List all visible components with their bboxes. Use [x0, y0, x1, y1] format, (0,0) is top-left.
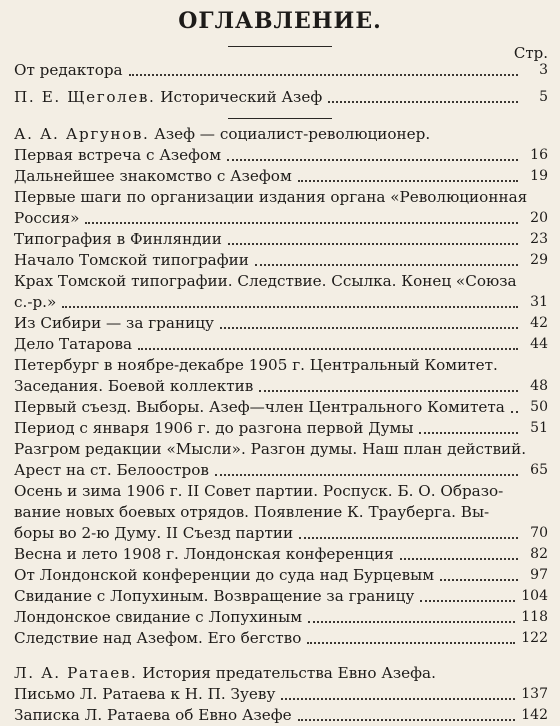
toc-entry-text: Период с января 1906 г. до разгона первой Думы [14, 419, 414, 437]
toc-entry-title [14, 355, 498, 376]
toc-entry[interactable] [14, 313, 548, 334]
toc-entry-title [14, 145, 221, 166]
dot-leader [220, 327, 518, 329]
toc-entry-text: Разгром редакции «Мысли». Разгон думы. Наш план действий. [14, 440, 527, 458]
toc-entry-text: Типография в Финляндии [14, 230, 222, 248]
toc-entry-page: 118 [521, 609, 548, 625]
dot-leader [511, 411, 518, 413]
toc-entry-page: 82 [530, 546, 548, 562]
toc-entry-title [14, 705, 292, 726]
toc-entry-title [14, 607, 302, 628]
toc-section [14, 60, 548, 81]
toc-entry-title [14, 250, 249, 271]
toc-entry-title [14, 376, 253, 397]
toc-entry-title [14, 313, 214, 334]
toc-entry-page: 48 [530, 378, 548, 394]
toc-entry[interactable] [14, 523, 548, 544]
dot-leader [328, 101, 518, 103]
toc-entry-title [14, 544, 394, 565]
toc-entry-text: Крах Томской типографии. Следствие. Ссылка. Конец «Союза [14, 272, 517, 290]
toc-entry-author: Л. А. Ратаев. [14, 664, 138, 682]
toc-entry-text: Начало Томской типографии [14, 251, 249, 269]
toc-entry[interactable] [14, 208, 548, 229]
toc-entry-text: Первые шаги по организации издания органа «Революционная [14, 188, 528, 206]
toc-entry-title [14, 439, 526, 460]
toc-entry-text: Азеф — социалист-революционер. [149, 125, 431, 143]
toc-entry-page: 104 [521, 588, 548, 604]
toc-entry-page: 29 [530, 252, 548, 268]
toc-entry-page: 50 [530, 399, 548, 415]
toc-entry-title [14, 684, 275, 705]
toc-entry[interactable] [14, 460, 548, 481]
dot-leader [281, 698, 515, 700]
toc-entry-title [14, 628, 301, 649]
dot-leader [420, 600, 515, 602]
toc-entry-page: 31 [530, 294, 548, 310]
table-of-contents [14, 60, 548, 726]
toc-entry-text: Заседания. Боевой коллектив [14, 377, 254, 395]
toc-section [14, 87, 548, 108]
page-title: ОГЛАВЛЕНИЕ. [178, 8, 382, 34]
toc-entry-page: 44 [530, 336, 548, 352]
toc-entry-text: Дело Татарова [14, 335, 133, 353]
toc-entry[interactable] [14, 397, 548, 418]
toc-entry-text: Арест на ст. Белоостров [14, 461, 209, 479]
dot-leader [298, 180, 518, 182]
toc-entry-text: Первая встреча с Азефом [14, 146, 222, 164]
toc-entry-title [14, 60, 123, 81]
toc-entry[interactable] [14, 334, 548, 355]
toc-entry[interactable] [14, 684, 548, 705]
toc-entry-page: 42 [530, 315, 548, 331]
toc-entry-title [14, 565, 434, 586]
toc-entry-page: 23 [530, 231, 548, 247]
toc-entry-page: 70 [530, 525, 548, 541]
toc-entry[interactable] [14, 586, 548, 607]
toc-entry-text: Лондонское свидание с Лопухиным [14, 608, 303, 626]
toc-entry-title [14, 166, 292, 187]
toc-entry-page: 20 [530, 210, 548, 226]
toc-section [14, 124, 548, 649]
toc-entry[interactable] [14, 439, 548, 460]
toc-entry-title [14, 229, 222, 250]
toc-entry[interactable] [14, 628, 548, 649]
toc-entry-text: боры во 2-ю Думу. II Съезд партии [14, 524, 294, 542]
toc-entry-text: Следствие над Азефом. Его бегство [14, 629, 302, 647]
toc-entry[interactable] [14, 87, 548, 108]
toc-entry-text: Петербург в ноябре-декабре 1905 г. Центральный Комитет. [14, 356, 498, 374]
toc-entry-title [14, 292, 56, 313]
page-column-label: Стр. [513, 44, 548, 62]
dot-leader [419, 432, 518, 434]
toc-entry-page: 97 [530, 567, 548, 583]
toc-entry-text: Свидание с Лопухиным. Возвращение за границу [14, 587, 415, 605]
dot-leader [215, 474, 518, 476]
toc-entry[interactable] [14, 565, 548, 586]
toc-entry[interactable] [14, 271, 548, 292]
toc-entry[interactable] [14, 418, 548, 439]
toc-entry-title [14, 271, 517, 292]
toc-entry-title [14, 418, 413, 439]
toc-entry[interactable] [14, 376, 548, 397]
toc-entry[interactable] [14, 292, 548, 313]
dot-leader [307, 642, 515, 644]
toc-entry-text: Дальнейшее знакомство с Азефом [14, 167, 292, 185]
dot-leader [85, 222, 518, 224]
toc-entry[interactable] [14, 229, 548, 250]
toc-entry[interactable] [14, 60, 548, 81]
dot-leader [298, 719, 516, 721]
toc-entry-text: Исторический Азеф [155, 88, 323, 106]
toc-entry-text: Записка Л. Ратаева об Евно Азефе [14, 706, 292, 724]
toc-entry-text: Весна и лето 1908 г. Лондонская конференция [14, 545, 394, 563]
toc-entry-text: Из Сибири — за границу [14, 314, 214, 332]
toc-entry-title [14, 481, 503, 502]
toc-entry-title [14, 397, 505, 418]
toc-entry-text: Россия» [14, 209, 80, 227]
toc-entry-text: История предательства Евно Азефа. [137, 664, 436, 682]
toc-entry-title [14, 208, 79, 229]
dot-leader [400, 558, 518, 560]
toc-entry[interactable] [14, 502, 548, 523]
toc-entry[interactable] [14, 124, 548, 145]
dot-leader [259, 390, 518, 392]
toc-entry-text: Первый съезд. Выборы. Азеф—член Центрального Комитета [14, 398, 505, 416]
toc-entry-title [14, 460, 209, 481]
toc-entry-title [14, 663, 436, 684]
toc-entry-text: От редактора [14, 61, 123, 79]
dot-leader [227, 159, 518, 161]
dot-leader [138, 348, 518, 350]
dot-leader [228, 243, 518, 245]
dot-leader [62, 306, 518, 308]
dot-leader [299, 537, 518, 539]
toc-entry-page: 5 [539, 89, 548, 105]
toc-entry-text: Письмо Л. Ратаева к Н. П. Зуеву [14, 685, 276, 703]
toc-entry-title [14, 87, 322, 108]
toc-entry-title [14, 586, 414, 607]
toc-entry-page: 122 [521, 630, 548, 646]
toc-entry[interactable] [14, 607, 548, 628]
toc-entry[interactable] [14, 187, 548, 208]
toc-entry[interactable] [14, 481, 548, 502]
title-divider [228, 46, 332, 47]
toc-entry[interactable] [14, 705, 548, 726]
toc-entry-page: 19 [530, 168, 548, 184]
toc-entry-page: 65 [530, 462, 548, 478]
toc-entry-title [14, 523, 293, 544]
toc-entry-page: 3 [539, 62, 548, 78]
toc-entry-author: П. Е. Щеголев. [14, 88, 156, 106]
toc-entry-title [14, 502, 489, 523]
toc-section [14, 663, 548, 726]
dot-leader [440, 579, 518, 581]
toc-entry[interactable] [14, 355, 548, 376]
toc-entry-title [14, 334, 132, 355]
toc-entry[interactable] [14, 145, 548, 166]
toc-entry-text: с.-р.» [14, 293, 57, 311]
dot-leader [129, 74, 518, 76]
toc-entry[interactable] [14, 663, 548, 684]
toc-entry[interactable] [14, 166, 548, 187]
toc-entry-text: От Лондонской конференции до суда над Бурцевым [14, 566, 435, 584]
toc-entry-page: 16 [530, 147, 548, 163]
toc-entry[interactable] [14, 544, 548, 565]
toc-entry-text: вание новых боевых отрядов. Появление К. Трауберга. Вы- [14, 503, 490, 521]
dot-leader [308, 621, 515, 623]
toc-entry-page: 137 [521, 686, 548, 702]
toc-entry-page: 51 [530, 420, 548, 436]
toc-entry-page: 142 [521, 707, 548, 723]
dot-leader [255, 264, 518, 266]
toc-entry-author: А. А. Аргунов. [14, 125, 150, 143]
toc-entry[interactable] [14, 250, 548, 271]
toc-entry-title [14, 187, 527, 208]
toc-entry-title [14, 124, 430, 145]
toc-entry-text: Осень и зима 1906 г. II Совет партии. Роспуск. Б. О. Образо- [14, 482, 504, 500]
